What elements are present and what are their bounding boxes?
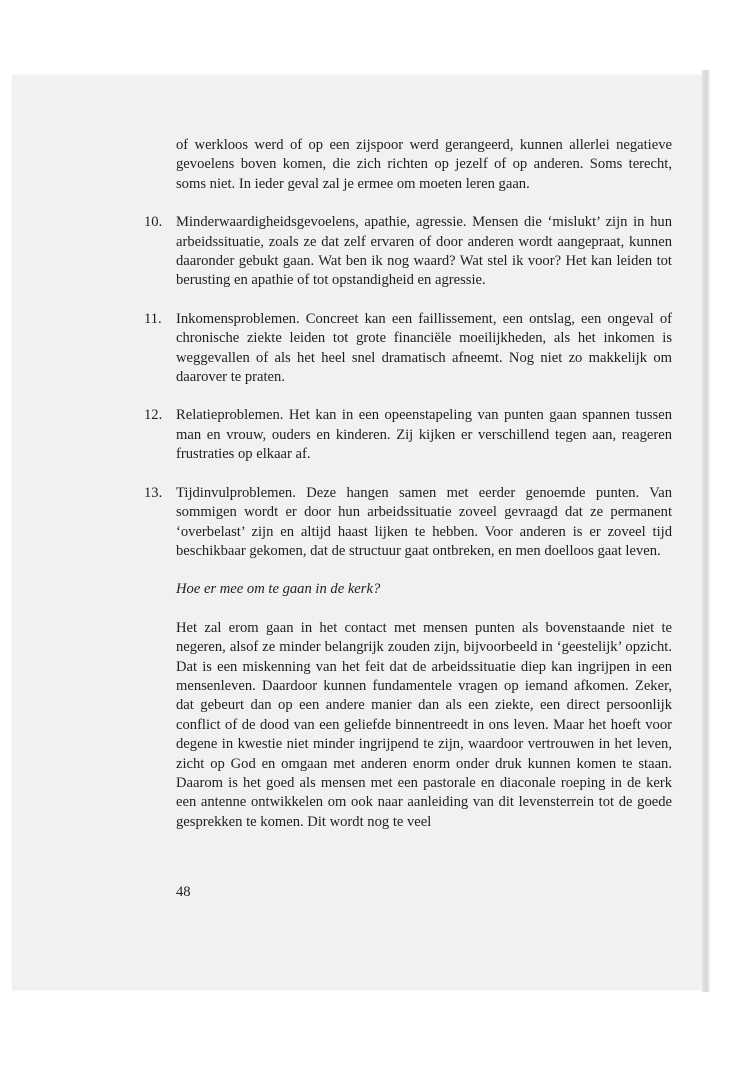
list-item-number: 12. [144, 407, 163, 424]
section-heading: Hoe er mee om te gaan in de kerk? [176, 581, 381, 598]
list-item-text: Relatieproblemen. Het kan in een opeenstapeling van punten gaan spannen tussen man en vrouw, ouders en kinderen. Zij kijken er verschillend tegen aan, reageren frustraties op elkaar af. [176, 407, 672, 463]
intro-paragraph: of werkloos werd of op een zijspoor werd gerangeerd, kunnen allerlei negatieve gevoelens boven komen, die zich richten op jezelf of op anderen. Soms terecht, soms niet. In ieder geval zal je ermee om moeten leren gaan. [176, 137, 672, 192]
list-item-number: 13. [144, 484, 163, 501]
list-item-number: 10. [144, 214, 163, 231]
page-number: 48 [176, 884, 191, 900]
list-item-10 [144, 213, 672, 291]
list-item-13 [144, 484, 672, 562]
page-text [144, 136, 672, 832]
list-item-text: Inkomensproblemen. Concreet kan een faillissement, een ontslag, een ongeval of chronische ziekte leiden tot grote financiële moeilijkheden, als het inkomen is weggevallen of als het heel snel dramatisch afneemt. Nog niet zo makkelijk om daarover te praten. [176, 310, 672, 386]
body-paragraph: Het zal erom gaan in het contact met mensen punten als bovenstaande niet te negeren, alsof ze minder belangrijk zouden zijn, bijvoorbeeld in ‘geestelijk’ opzicht. Dat is een miskenning van het feit dat de arbeidssituatie diep kan ingrijpen in een mensenleven. Daardoor kunnen fundamentele vragen op iemand afkomen. Zeker, dat gebeurt dan op een andere manier dan als een ziekte, een direct persoonlijk conflict of de dood van een geliefde binnentreedt in ons leven. Maar het hoeft voor degene in kwestie niet minder ingrijpend te zijn, waardoor vertrouwen in het leven, zicht op God en omgaan met anderen enorm onder druk kunnen komen te staan. Daarom is het goed als mensen met een pastorale en diaconale roeping in de kerk een antenne ontwikkelen om ook naar aanleiding van dit levensterrein tot de goede gesprekken te komen. Dit wordt nog te veel [176, 619, 672, 830]
list-item-12 [144, 406, 672, 464]
list-item-text: Minderwaardigheidsgevoelens, apathie, agressie. Mensen die ‘mislukt’ zijn in hun arbeidssituatie, zoals ze dat zelf ervaren of door anderen wordt aangepraat, kunnen daaronder gebukt gaan. Wat ben ik nog waard? Wat stel ik voor? Het kan leiden tot berusting en apathie of tot opstandigheid en agressie. [176, 214, 672, 289]
list-item-11 [144, 310, 672, 388]
page-edge [702, 70, 710, 992]
list-item-text: Tijdinvulproblemen. Deze hangen samen met eerder genoemde punten. Van sommigen wordt er door hun arbeidssituatie zoveel gevraagd dat ze permanent ‘overbelast’ zijn en altijd haast lijken te hebben. Voor anderen is er zoveel tijd beschikbaar gekomen, dat de structuur gaat ontbreken, en men doelloos gaat leven. [176, 484, 672, 559]
list-item-number: 11. [144, 310, 162, 327]
